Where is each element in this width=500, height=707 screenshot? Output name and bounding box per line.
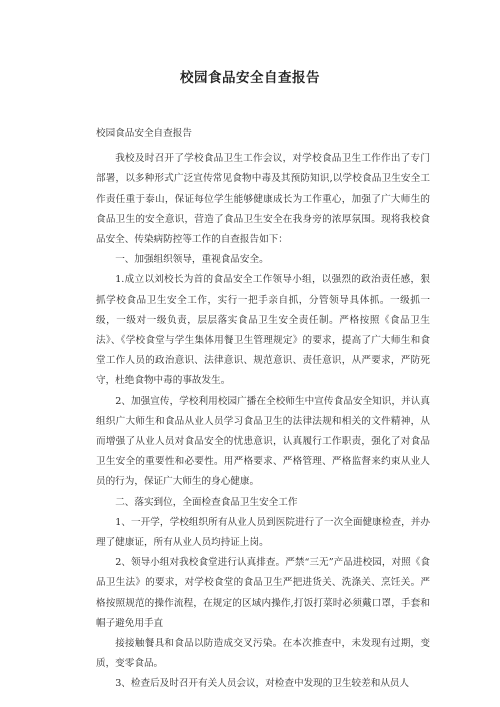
- paragraph-2-1: 1、一开学，学校组织所有从业人员到医院进行了一次全面健康检查，并办理了健康证，所有从业人员均持证上岗。: [96, 516, 430, 549]
- paragraph-2-2-continued: 接接触餐具和食品以防造成交叉污染。在本次推查中，未发现有过期，变质，变零食品。: [96, 638, 430, 670]
- paragraph-1-1: 1.成立以刘校长为首的食品安全工作领导小组，以强烈的政治责任感，狠抓学校食品卫生安全工作，实行一把手亲自抓，分管领导具体抓。一级抓一级，一级对一级负责，层层落实食品卫生安全责任制。严格按照《食品卫生法》、《学校食堂与学生集体用餐卫生管理规定》的要求，提高了广大师生和食堂工作人员的政治意识、法律意识、规范意识、责任意识，从严要求，严防死守，杜绝食物中毒的事故发生。: [96, 274, 430, 387]
- paragraph-intro: 我校及时召开了学校食品卫生工作会议，对学校食品卫生工作作出了专门部署，以多种形式广泛宣传常见食物中毒及其预防知识,以学校食品卫生安全工作责任重于泰山，保证每位学生能够健康成长为工作重心，加强了广大师生的食品卫生的安全意识，营造了食品卫生安全在我身旁的浓厚氛围。现将我校食品安全、传染病防控等工作的自查报告如下：: [96, 153, 430, 246]
- section-heading-2: 二、落实到位，全面检查食品卫生安全工作: [115, 496, 298, 508]
- section-heading-1: 一、加强组织领导，重视食品安全。: [115, 254, 269, 266]
- document-body: [96, 124, 430, 695]
- paragraph-1-2: 2、加强宣传，学校利用校园广播在全校师生中宣传食品安全知识，并认真组织广大师生和食品从业人员学习食品卫生的法律法规和相关的文件精神，从而增强了从业人员对食品安全的忧患意识，认真履行工作职责，强化了对食品卫生安全的重要性和必要性。用严格要求、严格管理、严格监督来约束从业人员的行为，保证广大师生的身心健康。: [96, 395, 430, 488]
- document-title: 校园食品安全自查报告: [180, 70, 320, 86]
- document-subtitle: 校园食品安全自查报告: [96, 128, 192, 139]
- paragraph-2-2: 2、领导小组对我校食堂进行认真排查。严禁“三无”产品进校园，对照《食品卫生法》的要求，对学校食堂的食品卫生严把进货关、洗涤关、烹饪关。严格按照规范的操作流程，在规定的区域内操作,打饭打菜时必须戴口罩，手套和帽子避免用手直: [96, 557, 430, 629]
- paragraph-2-3: 3、检查后及时召开有关人员会议，对检查中发现的卫生较差和从员人: [115, 678, 410, 690]
